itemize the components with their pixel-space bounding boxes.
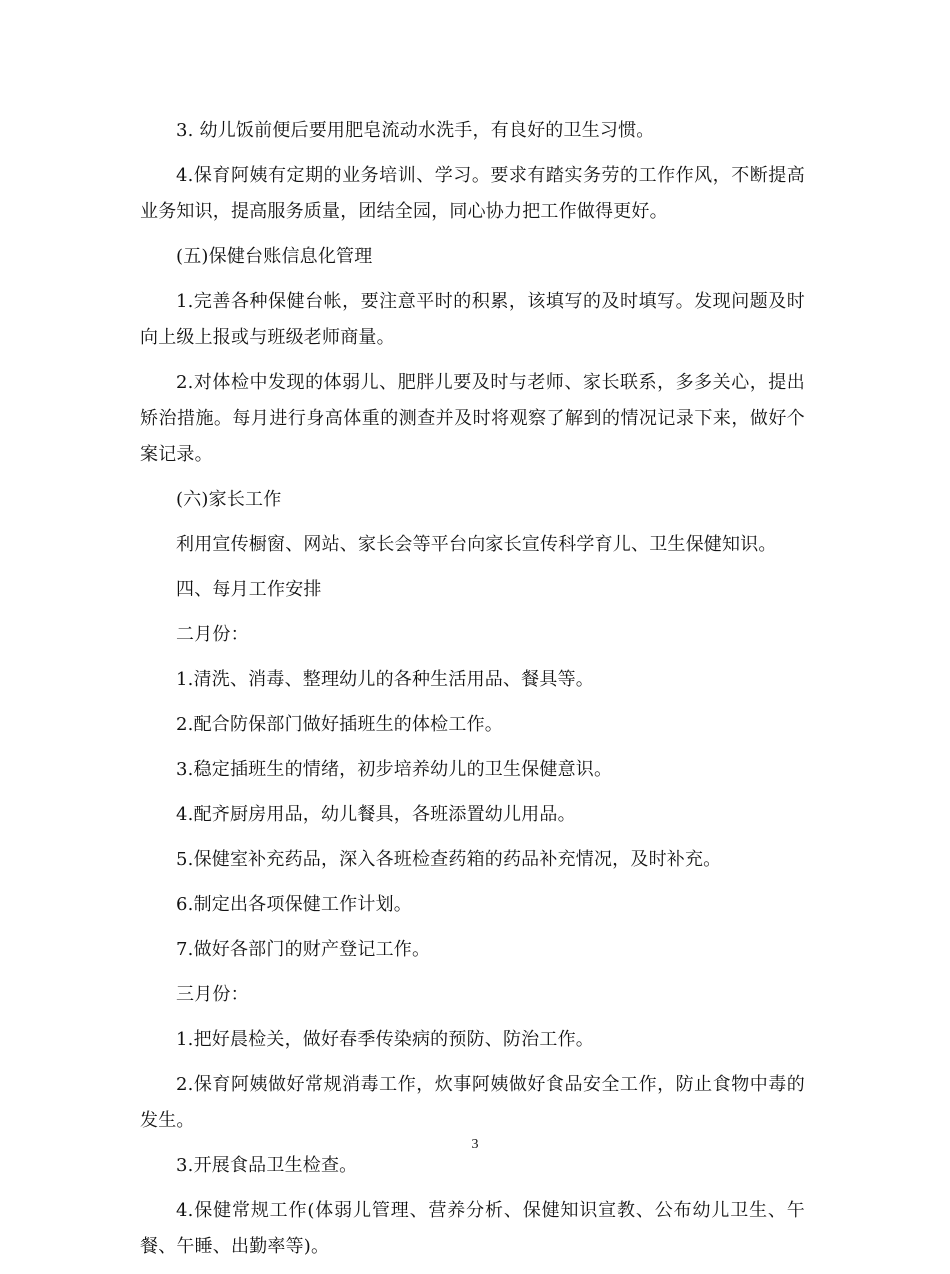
list-item-mar-1: 1.把好晨检关，做好春季传染病的预防、防治工作。	[176, 1029, 594, 1050]
paragraph-handwashing: 3. 幼儿饭前便后要用肥皂流动水洗手，有良好的卫生习惯。	[176, 120, 655, 141]
paragraph-staff-training: 4.保育阿姨有定期的业务培训、学习。要求有踏实务劳的工作作风，不断提高业务知识，提高服务质量，团结全园，同心协力把工作做得更好。	[140, 165, 805, 222]
list-item-mar-2: 2.保育阿姨做好常规消毒工作，炊事阿姨做好食品安全工作，防止食物中毒的发生。	[140, 1074, 805, 1131]
list-item-feb-3: 3.稳定插班生的情绪，初步培养幼儿的卫生保健意识。	[176, 759, 613, 780]
list-item-feb-6: 6.制定出各项保健工作计划。	[176, 894, 412, 915]
list-item-feb-1: 1.清洗、消毒、整理幼儿的各种生活用品、餐具等。	[176, 669, 594, 690]
month-heading-february: 二月份：	[176, 624, 249, 645]
paragraph-records-2: 2.对体检中发现的体弱儿、肥胖儿要及时与老师、家长联系，多多关心，提出矫治措施。每月进行身高体重的测查并及时将观察了解到的情况记录下来，做好个案记录。	[140, 372, 805, 465]
section-heading-records: (五)保健台账信息化管理	[176, 246, 373, 267]
list-item-feb-2: 2.配合防保部门做好插班生的体检工作。	[176, 714, 503, 735]
list-item-mar-4: 4.保健常规工作(体弱儿管理、营养分析、保健知识宣教、公布幼儿卫生、午餐、午睡、出勤率等)。	[140, 1200, 805, 1257]
list-item-feb-4: 4.配齐厨房用品，幼儿餐具，各班添置幼儿用品。	[176, 804, 576, 825]
document-body	[140, 113, 805, 1274]
section-heading-monthly-plan: 四、每月工作安排	[176, 579, 322, 600]
list-item-mar-3: 3.开展食品卫生检查。	[176, 1155, 358, 1176]
section-heading-parents: (六)家长工作	[176, 489, 282, 510]
page-number: 3	[471, 1137, 479, 1152]
paragraph-records-1: 1.完善各种保健台帐，要注意平时的积累，该填写的及时填写。发现问题及时向上级上报或与班级老师商量。	[140, 291, 805, 348]
paragraph-parents: 利用宣传橱窗、网站、家长会等平台向家长宣传科学育儿、卫生保健知识。	[176, 534, 777, 555]
month-heading-march: 三月份：	[176, 984, 249, 1005]
list-item-feb-5: 5.保健室补充药品，深入各班检查药箱的药品补充情况，及时补充。	[176, 849, 722, 870]
list-item-feb-7: 7.做好各部门的财产登记工作。	[176, 939, 431, 960]
